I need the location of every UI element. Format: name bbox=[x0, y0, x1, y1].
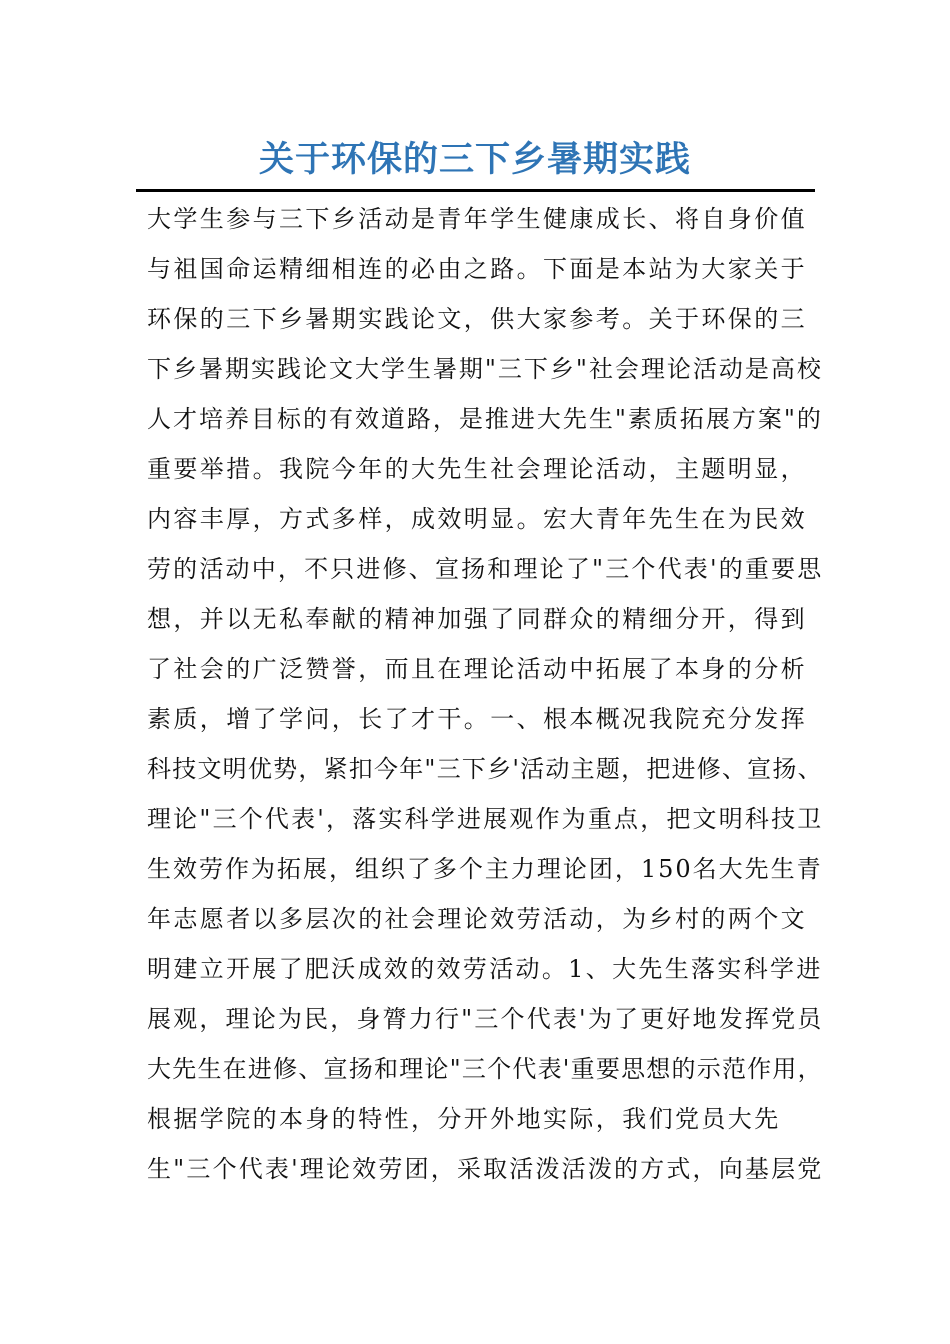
body-line: 生"三个代表'理论效劳团，采取活泼活泼的方式，向基层党 bbox=[147, 1155, 824, 1183]
body-line: 劳的活动中，不只进修、宣扬和理论了"三个代表'的重要思 bbox=[147, 555, 824, 583]
body-line: 大先生在进修、宣扬和理论"三个代表'重要思想的示范作用， bbox=[147, 1055, 823, 1083]
title-underline bbox=[136, 189, 815, 192]
body-line: 素质，增了学问，长了才干。一、根本概况我院充分发挥 bbox=[147, 705, 807, 733]
body-line: 年志愿者以多层次的社会理论效劳活动，为乡村的两个文 bbox=[147, 905, 807, 933]
document-body bbox=[147, 194, 823, 1194]
body-line: 环保的三下乡暑期实践论文，供大家参考。关于环保的三 bbox=[147, 305, 807, 333]
body-line: 大学生参与三下乡活动是青年学生健康成长、将自身价值 bbox=[147, 205, 807, 233]
body-line: 明建立开展了肥沃成效的效劳活动。1、大先生落实科学进 bbox=[147, 955, 823, 983]
body-line: 重要举措。我院今年的大先生社会理论活动，主题明显， bbox=[147, 455, 807, 483]
body-line: 展观，理论为民，身膂力行"三个代表'为了更好地发挥党员 bbox=[147, 1005, 824, 1033]
body-line: 了社会的广泛赞誉，而且在理论活动中拓展了本身的分析 bbox=[147, 655, 807, 683]
body-line: 科技文明优势，紧扣今年"三下乡'活动主题，把进修、宣扬、 bbox=[147, 755, 823, 783]
body-line: 生效劳作为拓展，组织了多个主力理论团，150名大先生青 bbox=[147, 855, 823, 883]
document-title: 关于环保的三下乡暑期实践 bbox=[258, 139, 691, 180]
body-line: 根据学院的本身的特性，分开外地实际，我们党员大先 bbox=[147, 1105, 781, 1133]
body-line: 下乡暑期实践论文大学生暑期"三下乡"社会理论活动是高校 bbox=[147, 355, 823, 383]
body-line: 想，并以无私奉献的精神加强了同群众的精细分开，得到 bbox=[147, 605, 807, 633]
body-line: 与祖国命运精细相连的必由之路。下面是本站为大家关于 bbox=[147, 255, 807, 283]
body-line: 内容丰厚，方式多样，成效明显。宏大青年先生在为民效 bbox=[147, 505, 807, 533]
body-line: 理论"三个代表'，落实科学进展观作为重点，把文明科技卫 bbox=[147, 805, 824, 833]
body-line: 人才培养目标的有效道路，是推进大先生"素质拓展方案"的 bbox=[147, 405, 823, 433]
